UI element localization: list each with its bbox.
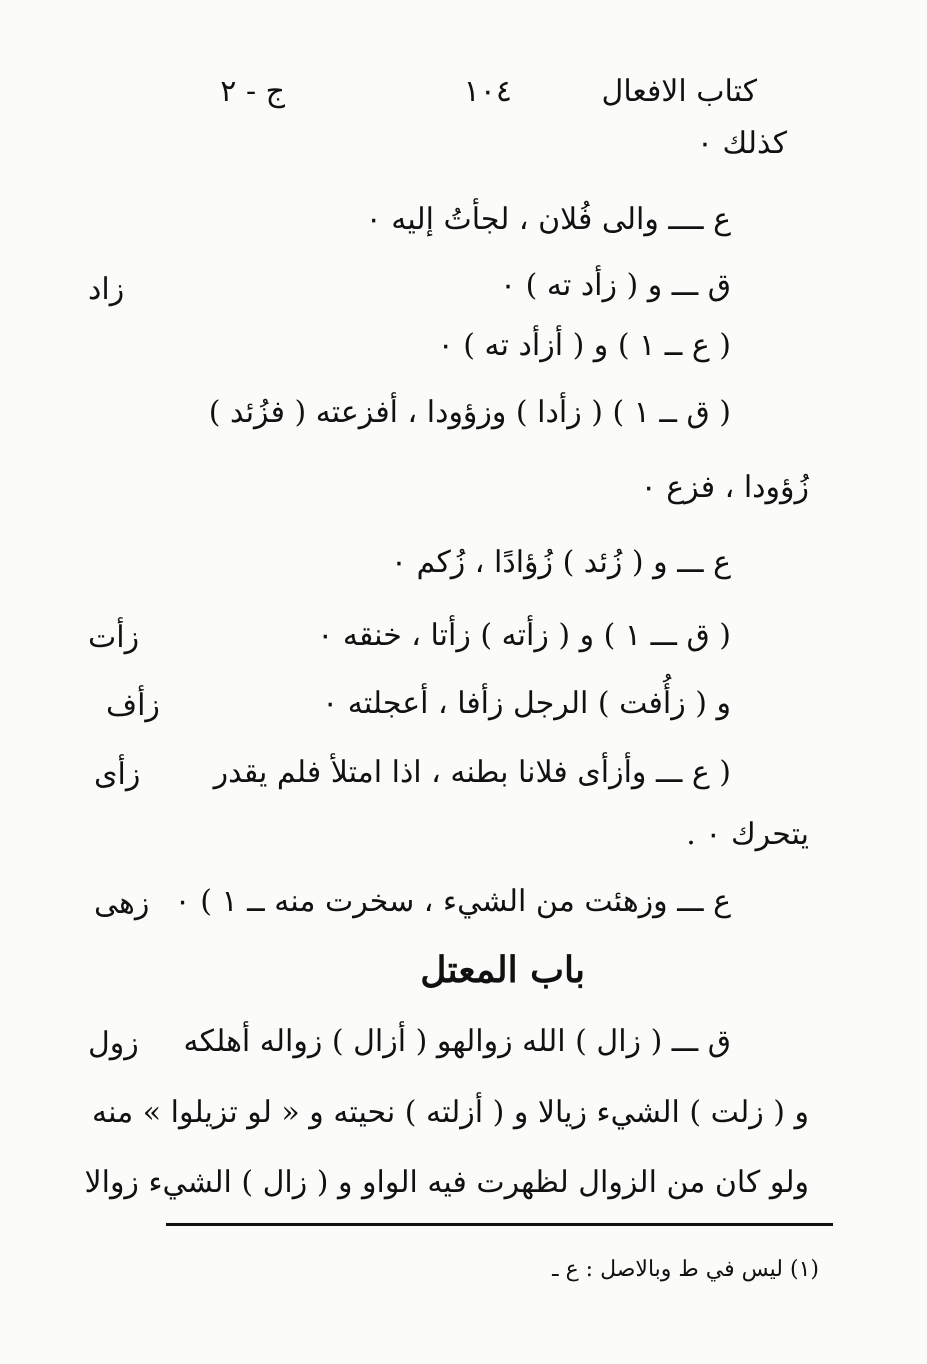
page-number: ١٠٤	[463, 74, 512, 109]
footnote-rule	[166, 1223, 833, 1226]
text-line: ( ع ـــ وأزأى فلانا بطنه ، اذا امتلأ فلم يقدر	[213, 755, 731, 790]
text-line: ق ـــ ( زال ) الله زوالهو ( أزال ) زواله أهلكه	[183, 1024, 731, 1059]
text-line: ( ع ــ ١ ) و ( أزأد ته ) ٠	[437, 328, 731, 363]
margin-root-word: زول	[88, 1026, 139, 1061]
margin-root-word: زأت	[88, 620, 140, 655]
text-line: ع ـــ وزهئت من الشيء ، سخرت منه ــ ١ ) ٠	[174, 884, 731, 919]
volume-number: ج - ٢	[220, 74, 285, 109]
text-line: ق ـــ و ( زأد ته ) ٠	[499, 268, 731, 303]
text-line: ( ق ـــ ١ ) و ( زأته ) زأتا ، خنقه ٠	[317, 618, 731, 653]
footnote: (١) ليس في ط وبالاصل : ع ـ	[552, 1257, 819, 1282]
text-line: ( ق ــ ١ ) ( زأدا ) وزؤودا ، أفزعته ( فزُئد )	[208, 395, 731, 430]
text-line: ع ــــ والى فُلان ، لجأتُ إليه ٠	[365, 202, 731, 237]
book-title: كتاب الافعال	[601, 74, 757, 109]
text-line: يتحرك ٠ .	[686, 817, 809, 852]
text-line: زُؤودا ، فزع ٠	[640, 470, 809, 505]
margin-root-word: زأى	[94, 757, 141, 792]
text-line: كذلك ٠	[696, 126, 787, 161]
margin-root-word: زاد	[88, 272, 125, 307]
text-line: و ( زأُفت ) الرجل زأفا ، أعجلته ٠	[322, 686, 731, 721]
text-line: ولو كان من الزوال لظهرت فيه الواو و ( زال ) الشيء زوالا	[84, 1165, 809, 1200]
section-heading: باب المعتل	[420, 949, 585, 991]
margin-root-word: زهى	[94, 886, 150, 921]
margin-root-word: زأف	[106, 688, 160, 723]
text-line: و ( زلت ) الشيء زيالا و ( أزلته ) نحيته و « لو تزيلوا » منه	[92, 1095, 809, 1130]
text-line: ع ـــ و ( زُئد ) زُؤادًا ، زُكم ٠	[390, 545, 731, 580]
